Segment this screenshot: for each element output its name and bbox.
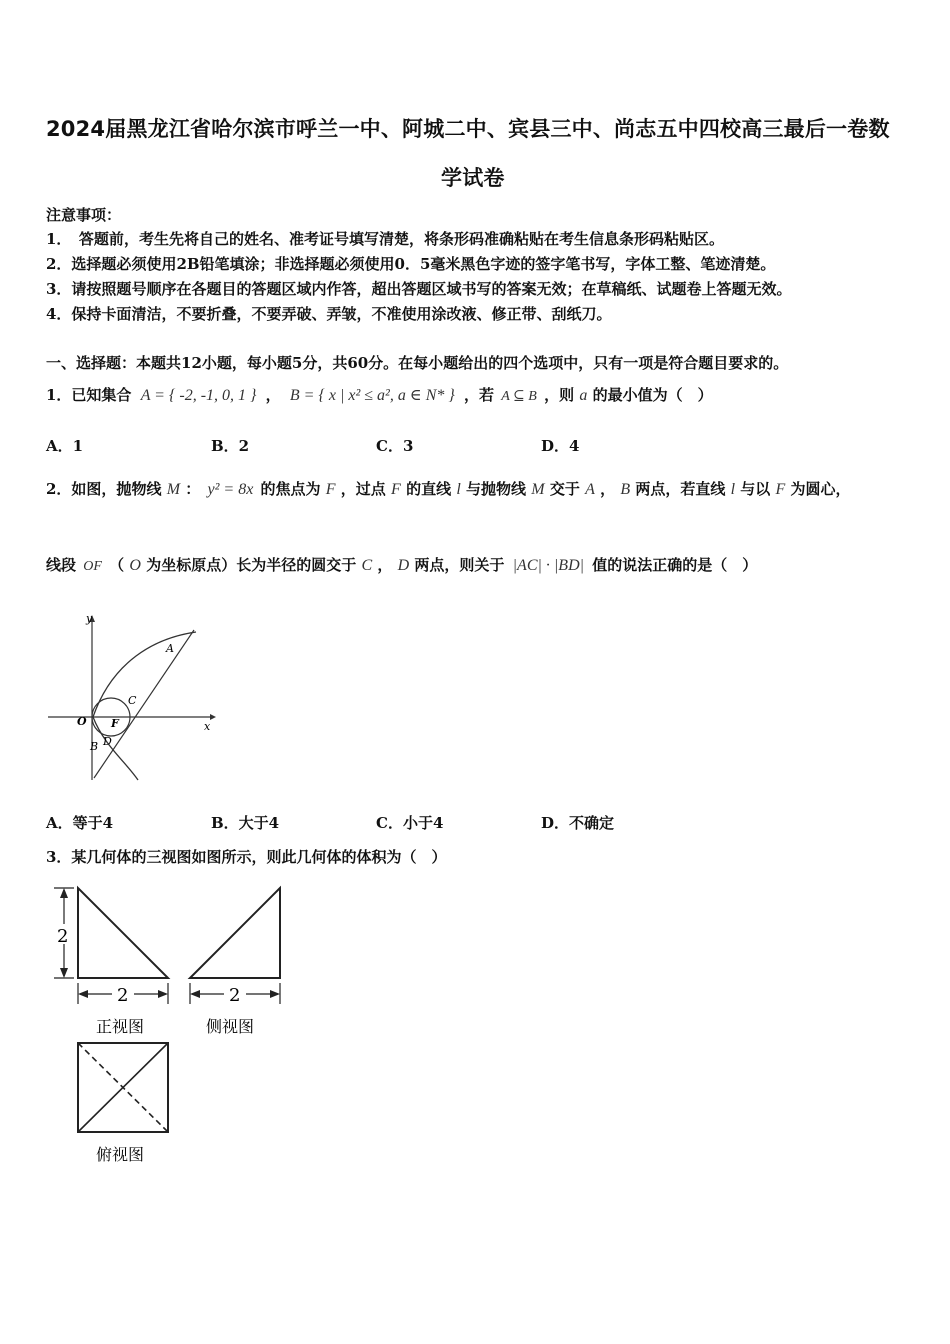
q2-F: F <box>775 481 786 498</box>
q2-l: l <box>456 481 461 498</box>
q2-OF: OF <box>83 559 102 574</box>
parabola-curve <box>93 632 196 780</box>
q2-text-h: 为圆心， <box>790 480 851 498</box>
q1-condition: A ⊆ B <box>501 389 537 404</box>
front-view-triangle <box>78 888 168 978</box>
label-c: C <box>128 694 137 707</box>
label-d: D <box>103 735 112 748</box>
dim-height-arrow-up <box>60 888 68 898</box>
notice-item: 4．保持卡面清洁，不要折叠，不要弄破、弄皱，不准使用涂改液、修正带、刮纸刀。 <box>46 305 612 323</box>
q2-text-a: 的焦点为 <box>260 480 321 498</box>
q1-mid: ，若 <box>464 386 495 404</box>
q2-text-e: 交于 <box>549 480 580 498</box>
q1-var-a: a <box>579 387 588 404</box>
q2-F: F <box>391 481 401 498</box>
q2-option-b[interactable]: B．大于4 <box>211 814 280 832</box>
front-view-label: 正视图 <box>96 1017 145 1036</box>
q2-l: l <box>730 481 736 498</box>
top-view-label: 俯视图 <box>96 1145 145 1164</box>
side-view-label: 侧视图 <box>206 1017 255 1036</box>
q1-option-c[interactable]: C．3 <box>376 437 414 455</box>
q2-option-d[interactable]: D．不确定 <box>541 814 615 832</box>
q2-prefix: 2．如图，抛物线 <box>46 480 162 498</box>
section-heading: 一、选择题：本题共12小题，每小题5分，共60分。在每小题给出的四个选项中，只有一项是符合题目要求的。 <box>46 354 789 372</box>
q2-A: A <box>585 481 595 498</box>
q2-option-a[interactable]: A．等于4 <box>46 814 114 832</box>
dim-side-value: 2 <box>229 985 241 1006</box>
q2-D: D <box>397 557 410 574</box>
q2-C: C <box>361 557 373 574</box>
dim-front-arrow-left <box>78 990 88 998</box>
q1-comma: ， <box>265 386 281 404</box>
q2-M: M <box>531 481 545 498</box>
q1-mid2: ，则 <box>544 386 575 404</box>
q2-text-f: 两点，若直线 <box>635 480 726 498</box>
parabola-figure <box>44 610 219 785</box>
q1-set-a: A = { -2, -1, 0, 1 } <box>140 387 257 404</box>
label-b: B <box>90 740 99 753</box>
dim-front-arrow-right <box>158 990 168 998</box>
q1-option-d[interactable]: D．4 <box>541 437 580 455</box>
dim-side-arrow-left <box>190 990 200 998</box>
q2-equation: y² = 8x <box>207 481 254 498</box>
q2-colon: ： <box>185 480 201 498</box>
notice-item: 3．请按照题号顺序在各题目的答题区域内作答，超出答题区域书写的答案无效；在草稿纸、试题卷上答题无效。 <box>46 280 792 298</box>
q2-text-d: 与抛物线 <box>466 480 527 498</box>
q2-text-c: 的直线 <box>406 480 452 498</box>
dim-height-value: 2 <box>57 926 69 947</box>
q2-text-b: ，过点 <box>340 480 386 498</box>
q1-prefix: 1．已知集合 <box>46 386 132 404</box>
q1-option-b[interactable]: B．2 <box>211 437 250 455</box>
q2-comma: ， <box>377 556 393 574</box>
label-f: F <box>111 717 119 730</box>
q1-suffix: 的最小值为（ ） <box>592 386 713 404</box>
notice-item: 2．选择题必须使用2B铅笔填涂；非选择题必须使用0．5毫米黑色字迹的签字笔书写，字体工整、笔迹清楚。 <box>46 255 776 273</box>
q1-option-a[interactable]: A．1 <box>46 437 84 455</box>
q2-O: O <box>129 557 141 574</box>
label-a: A <box>166 642 174 655</box>
q1-set-b: B = { x | x² ≤ a², a ∈ N* } <box>289 387 455 404</box>
dim-side-arrow-right <box>270 990 280 998</box>
q2-l2-c: 两点，则关于 <box>414 556 505 574</box>
label-o: O <box>77 715 87 728</box>
x-axis-arrow <box>210 714 216 720</box>
page-title: 2024届黑龙江省哈尔滨市呼兰一中、阿城二中、宾县三中、尚志五中四校高三最后一卷数 <box>46 117 890 141</box>
question-3-stem: 3．某几何体的三视图如图所示，则此几何体的体积为（ ） <box>46 848 447 866</box>
q2-comma: ， <box>600 480 616 498</box>
notice-item: 1． 答题前，考生先将自己的姓名、准考证号填写清楚，将条形码准确粘贴在考生信息条形码粘贴区。 <box>46 230 724 248</box>
q2-M: M <box>166 481 181 498</box>
label-y: y <box>86 612 93 625</box>
q2-l2-prefix: 线段 <box>46 556 77 574</box>
side-view-triangle <box>190 888 280 978</box>
q2-l2-d: 值的说法正确的是（ ） <box>592 556 758 574</box>
q2-l2-b: 为坐标原点）长为半径的圆交于 <box>146 556 357 574</box>
q2-B: B <box>620 481 631 498</box>
q2-text-g: 与以 <box>740 480 771 498</box>
dim-front-value: 2 <box>117 985 129 1006</box>
label-x: x <box>204 720 211 733</box>
q2-expression: |AC| · |BD| <box>512 557 585 574</box>
question-1-stem <box>46 384 713 405</box>
page-title-line2: 学试卷 <box>441 166 505 190</box>
line-l <box>94 630 194 778</box>
q2-F: F <box>325 481 336 498</box>
notice-heading: 注意事项： <box>46 206 122 224</box>
question-2-stem-line1 <box>46 478 851 499</box>
three-view-figure <box>40 880 300 1175</box>
q2-l2-a: （ <box>109 556 125 574</box>
question-2-stem-line2 <box>46 554 757 575</box>
q2-option-c[interactable]: C．小于4 <box>376 814 444 832</box>
dim-height-arrow-down <box>60 968 68 978</box>
